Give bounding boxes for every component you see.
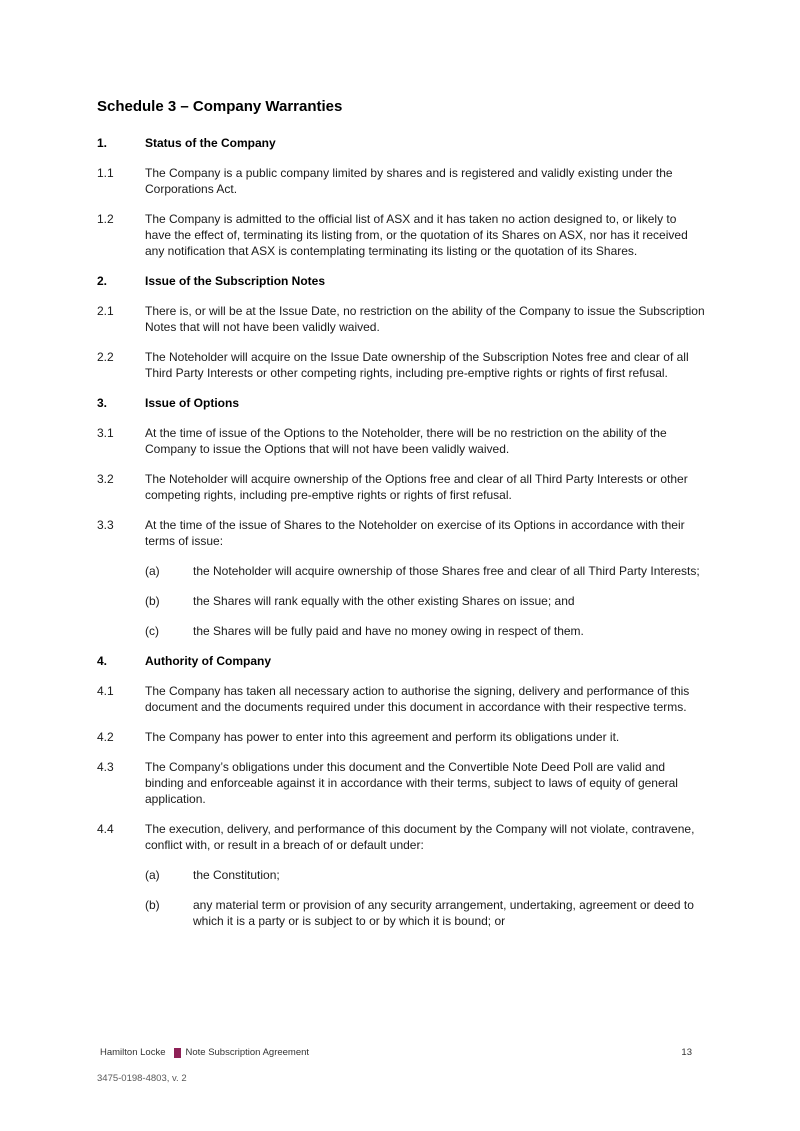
clause-number: 2.2: [97, 350, 114, 364]
subclause: [145, 563, 705, 579]
section-heading: [97, 135, 705, 151]
clause: [97, 211, 705, 259]
clause-number: 4.2: [97, 730, 114, 744]
footer-line: [97, 1047, 692, 1059]
clause-number: 3.1: [97, 426, 114, 440]
document-id: 3475-0198-4803, v. 2: [97, 1073, 187, 1084]
subclause-label: (a): [145, 868, 160, 882]
clause-text: The Noteholder will acquire ownership of the Options free and clear of all Third Party Interests or other competing rights, including pre-emptive rights or rights of first refusal.: [145, 472, 688, 502]
clause-number: 1.1: [97, 166, 114, 180]
subclause-label: (b): [145, 594, 160, 608]
subclause: [145, 593, 705, 609]
clause-text: At the time of issue of the Options to the Noteholder, there will be no restriction on the ability of the Company to issue the Options that will not have been validly waived.: [145, 426, 667, 456]
firm-name: Hamilton Locke: [100, 1047, 166, 1058]
clause-text: There is, or will be at the Issue Date, no restriction on the ability of the Company to issue the Subscription Notes that will not have been validly waived.: [145, 304, 705, 334]
clause: [97, 759, 705, 807]
subclause-label: (b): [145, 898, 160, 912]
subclause-text: the Shares will rank equally with the other existing Shares on issue; and: [193, 594, 575, 608]
clause-number: 4.4: [97, 822, 114, 836]
section-heading: [97, 653, 705, 669]
clause: [97, 821, 705, 853]
section-title: Issue of Options: [145, 396, 240, 410]
section-title: Status of the Company: [145, 136, 276, 150]
clause-text: The Noteholder will acquire on the Issue Date ownership of the Subscription Notes free and clear of all Third Party Interests or other competing rights, including pre-emptive rights or rights of first refusal.: [145, 350, 689, 380]
page-number: 13: [681, 1047, 692, 1058]
brand-square-icon: [174, 1048, 181, 1058]
clause-text: At the time of the issue of Shares to the Noteholder on exercise of its Options in accordance with their terms of issue:: [145, 518, 685, 548]
clause: [97, 729, 705, 745]
subclause-text: the Noteholder will acquire ownership of those Shares free and clear of all Third Party Interests;: [193, 564, 700, 578]
page-footer: [97, 1047, 692, 1085]
clause-number: 2.1: [97, 304, 114, 318]
section-heading: [97, 273, 705, 289]
document-content: [97, 97, 705, 943]
section-title: Issue of the Subscription Notes: [145, 274, 326, 288]
subclause-text: the Constitution;: [193, 868, 280, 882]
clause: [97, 517, 705, 549]
clause-text: The Company has power to enter into this agreement and perform its obligations under it.: [145, 730, 620, 744]
clause: [97, 683, 705, 715]
clause-number: 4.3: [97, 760, 114, 774]
clause: [97, 425, 705, 457]
clause-number: 3.3: [97, 518, 114, 532]
clause-text: The Company is admitted to the official list of ASX and it has taken no action designed to, or likely to have the effect of, terminating its listing from, or the quotation of its Shares on ASX, nor has it received any notification that ASX is contemplating terminating its listing or the quotation of its Shares.: [145, 212, 688, 258]
subclause: [145, 623, 705, 639]
section-number: 1.: [97, 136, 108, 150]
subclause-label: (c): [145, 624, 159, 638]
subclause-text: the Shares will be fully paid and have no money owing in respect of them.: [193, 624, 584, 638]
subclause-label: (a): [145, 564, 160, 578]
section-number: 2.: [97, 274, 108, 288]
clause: [97, 303, 705, 335]
clause-text: The execution, delivery, and performance of this document by the Company will not violate, contravene, conflict with, or result in a breach of or default under:: [145, 822, 695, 852]
subclause-text: any material term or provision of any security arrangement, undertaking, agreement or deed to which it is a party or is subject to or by which it is bound; or: [193, 898, 694, 928]
clause-number: 3.2: [97, 472, 114, 486]
section-heading: [97, 395, 705, 411]
clause-number: 1.2: [97, 212, 114, 226]
section-title: Authority of Company: [145, 654, 271, 668]
clause-text: The Company’s obligations under this document and the Convertible Note Deed Poll are valid and binding and enforceable against it in accordance with their terms, subject to laws of equity of general application.: [145, 760, 678, 806]
section-number: 3.: [97, 396, 108, 410]
subclause: [145, 867, 705, 883]
footer-doc-title: Note Subscription Agreement: [185, 1047, 310, 1058]
section-number: 4.: [97, 654, 108, 668]
clause: [97, 471, 705, 503]
clause: [97, 165, 705, 197]
sections-container: [97, 135, 705, 929]
clause: [97, 349, 705, 381]
schedule-title: Schedule 3 – Company Warranties: [97, 98, 343, 115]
clause-text: The Company has taken all necessary action to authorise the signing, delivery and performance of this document and the documents required under this document in accordance with their respective terms.: [145, 684, 690, 714]
subclause: [145, 897, 705, 929]
clause-number: 4.1: [97, 684, 114, 698]
clause-text: The Company is a public company limited by shares and is registered and validly existing under the Corporations Act.: [145, 166, 673, 196]
